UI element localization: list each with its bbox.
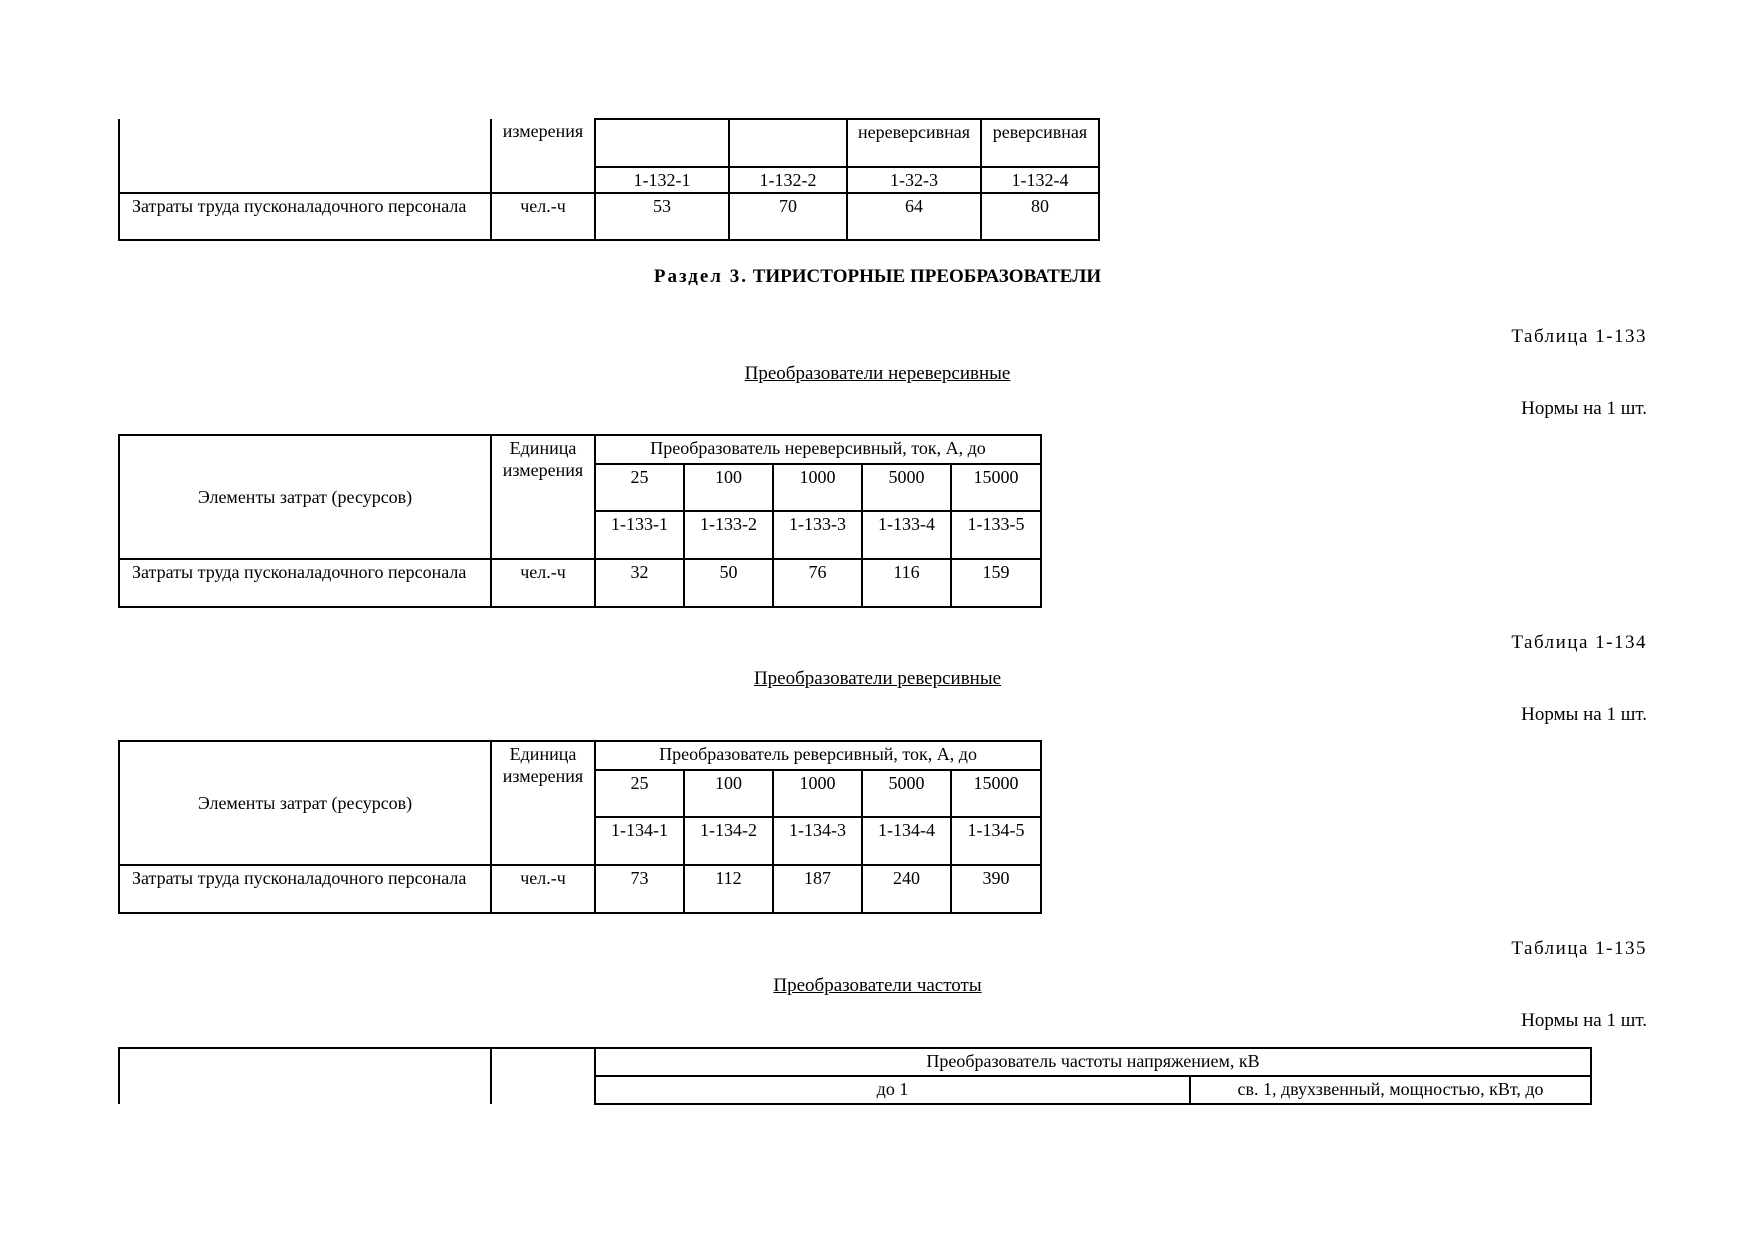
elements-header: Элементы затрат (ресурсов) [119, 741, 491, 865]
unit-header: Единица измерения [491, 435, 595, 559]
table-number: Таблица 1-133 [1511, 326, 1647, 347]
value-cell: 116 [862, 559, 951, 607]
group-header: Преобразователь реверсивный, ток, А, до [595, 741, 1041, 770]
row-label: Затраты труда пусконаладочного персонала [119, 865, 491, 913]
value-cell: 70 [729, 193, 847, 240]
current-cell: 25 [595, 770, 684, 817]
current-cell: 100 [684, 464, 773, 511]
code-cell: 1-134-2 [684, 817, 773, 865]
code-cell: 1-133-1 [595, 511, 684, 559]
code-cell: 1-132-2 [729, 167, 847, 193]
group-header: Преобразователь частоты напряжением, кВ [595, 1048, 1591, 1076]
code-cell: 1-134-5 [951, 817, 1041, 865]
table-caption: Преобразователи реверсивные [753, 668, 1002, 689]
value-cell: 50 [684, 559, 773, 607]
code-cell: 1-32-3 [847, 167, 981, 193]
elements-header: Элементы затрат (ресурсов) [119, 435, 491, 559]
elements-header-cell [119, 119, 491, 167]
code-cell: 1-133-4 [862, 511, 951, 559]
code-cell: 1-134-1 [595, 817, 684, 865]
section-title: ТИРИСТОРНЫЕ ПРЕОБРАЗОВАТЕЛИ [752, 266, 1102, 287]
table-1-135 [118, 1047, 1592, 1105]
current-cell: 5000 [862, 770, 951, 817]
table-1-132-fragment [118, 118, 1100, 241]
value-cell: 240 [862, 865, 951, 913]
row-unit: чел.-ч [491, 865, 595, 913]
norms-note: Нормы на 1 шт. [1521, 704, 1647, 725]
col-header: реверсивная [981, 119, 1099, 167]
table-1-133 [118, 434, 1042, 608]
unit-header: Единица измерения [491, 741, 595, 865]
current-cell: 1000 [773, 770, 862, 817]
current-cell: 1000 [773, 464, 862, 511]
col-header [595, 119, 729, 167]
value-cell: 73 [595, 865, 684, 913]
group-header: Преобразователь нереверсивный, ток, А, до [595, 435, 1041, 464]
sub-header: св. 1, двухзвенный, мощностью, кВт, до [1190, 1076, 1591, 1104]
table-1-134 [118, 740, 1042, 914]
row-unit: чел.-ч [491, 193, 595, 240]
value-cell: 32 [595, 559, 684, 607]
code-cell: 1-133-3 [773, 511, 862, 559]
value-cell: 390 [951, 865, 1041, 913]
code-cell: 1-134-4 [862, 817, 951, 865]
value-cell: 112 [684, 865, 773, 913]
code-cell: 1-134-3 [773, 817, 862, 865]
section-heading [0, 266, 1755, 288]
table-caption: Преобразователи нереверсивные [744, 363, 1011, 384]
row-unit: чел.-ч [491, 559, 595, 607]
unit-header-cell [491, 1048, 595, 1076]
current-cell: 15000 [951, 464, 1041, 511]
row-label: Затраты труда пусконаладочного персонала [119, 193, 491, 240]
value-cell: 53 [595, 193, 729, 240]
sub-header: до 1 [595, 1076, 1190, 1104]
section-prefix: Раздел 3. [653, 266, 748, 287]
current-cell: 25 [595, 464, 684, 511]
value-cell: 159 [951, 559, 1041, 607]
current-cell: 15000 [951, 770, 1041, 817]
current-cell: 5000 [862, 464, 951, 511]
unit-header-cell: измерения [491, 119, 595, 167]
value-cell: 187 [773, 865, 862, 913]
value-cell: 64 [847, 193, 981, 240]
table-caption: Преобразователи частоты [773, 975, 982, 996]
current-cell: 100 [684, 770, 773, 817]
table-number: Таблица 1-134 [1511, 632, 1647, 653]
code-cell: 1-133-5 [951, 511, 1041, 559]
code-cell: 1-132-4 [981, 167, 1099, 193]
table-number: Таблица 1-135 [1511, 938, 1647, 959]
norms-note: Нормы на 1 шт. [1521, 398, 1647, 419]
row-label: Затраты труда пусконаладочного персонала [119, 559, 491, 607]
code-cell: 1-133-2 [684, 511, 773, 559]
col-header [729, 119, 847, 167]
value-cell: 76 [773, 559, 862, 607]
value-cell: 80 [981, 193, 1099, 240]
col-header: нереверсивная [847, 119, 981, 167]
elements-header-cell [119, 1048, 491, 1076]
norms-note: Нормы на 1 шт. [1521, 1010, 1647, 1031]
code-cell: 1-132-1 [595, 167, 729, 193]
